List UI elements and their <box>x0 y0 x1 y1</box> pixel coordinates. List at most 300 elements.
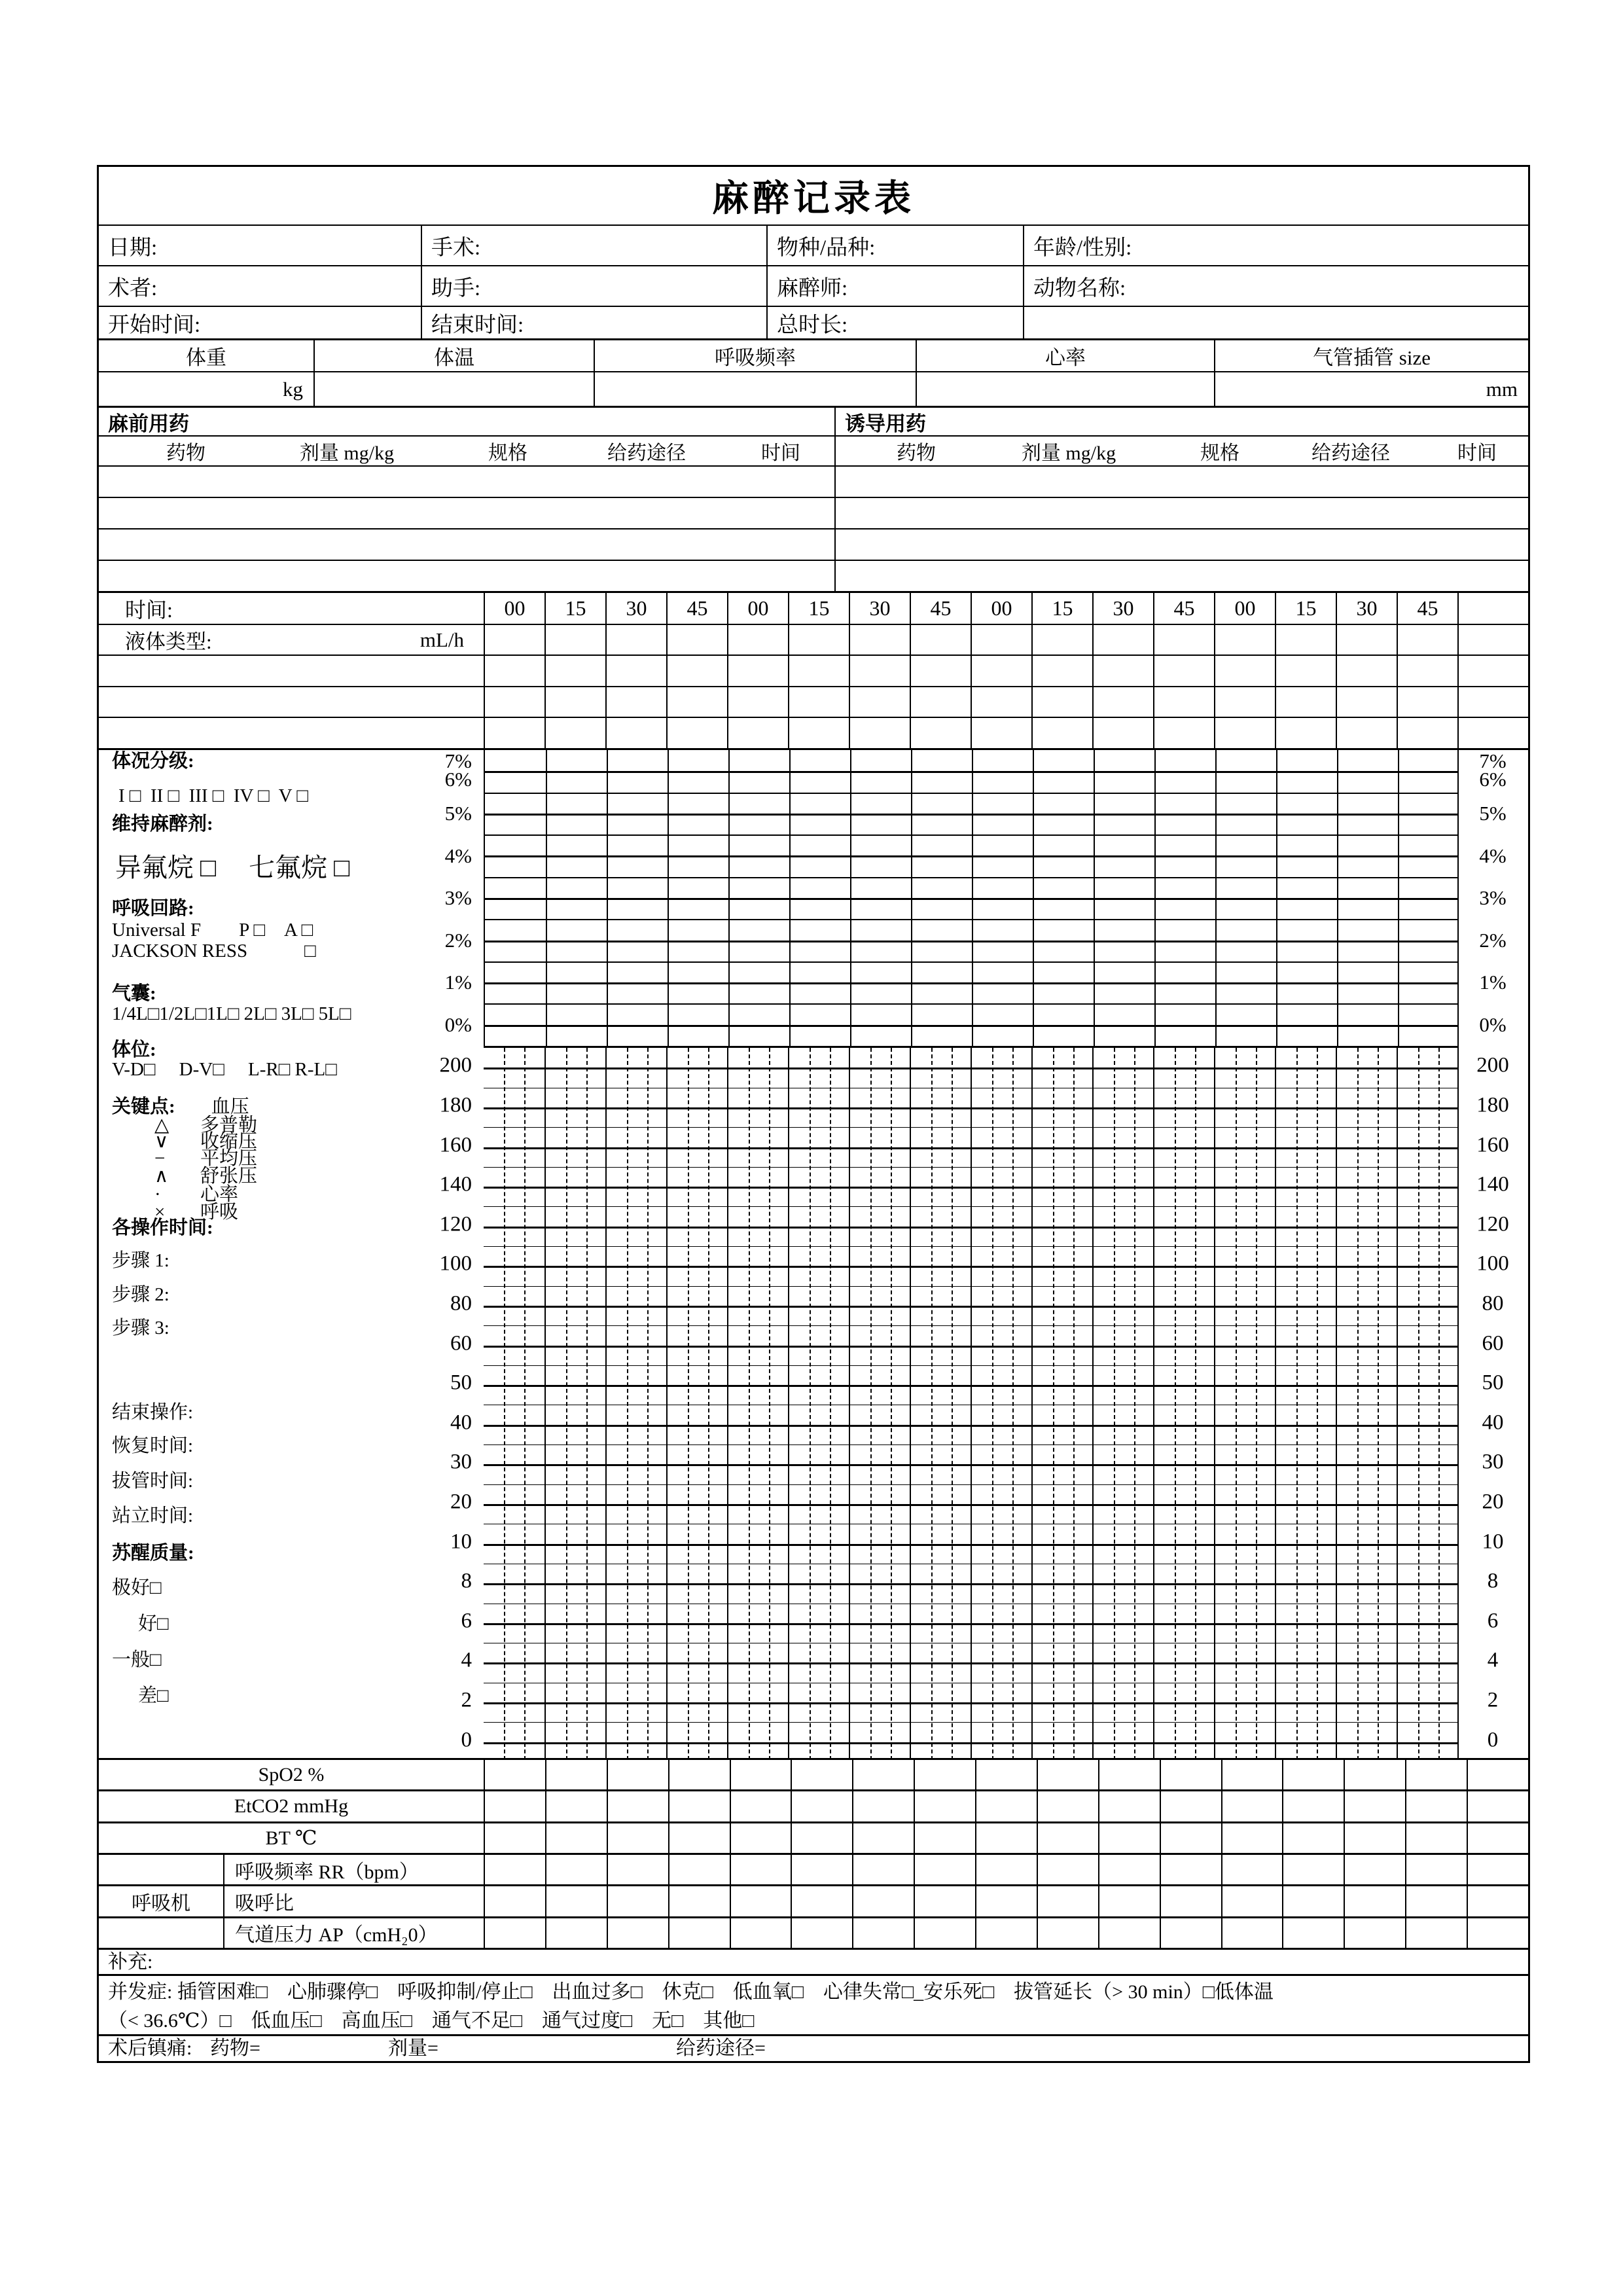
monitoring-cell[interactable] <box>914 1886 975 1916</box>
time-slot-cell[interactable] <box>1397 593 1457 624</box>
monitoring-cell[interactable] <box>1467 1855 1528 1884</box>
monitoring-cell[interactable] <box>1098 1791 1160 1821</box>
checkbox[interactable]: □ <box>701 1981 713 2003</box>
monitoring-cell[interactable] <box>607 1823 668 1853</box>
fluid-cell[interactable] <box>605 625 666 655</box>
time-slot-cell[interactable] <box>1214 593 1275 624</box>
fluid-cell[interactable] <box>1092 687 1153 717</box>
monitoring-cell[interactable] <box>975 1760 1037 1789</box>
fluid-cell[interactable] <box>788 718 849 748</box>
fluid-cell[interactable] <box>1336 625 1397 655</box>
monitoring-cell[interactable] <box>607 1855 668 1884</box>
monitoring-cell[interactable] <box>852 1760 914 1789</box>
med-entry-right[interactable] <box>834 561 1528 591</box>
info-cell[interactable] <box>99 266 421 306</box>
monitoring-cell[interactable] <box>975 1918 1037 1948</box>
monitoring-cell[interactable] <box>1098 1823 1160 1853</box>
op-time-field[interactable]: 步骤 1: <box>112 1250 169 1271</box>
value-scale-label-right: 100 <box>1476 1251 1509 1276</box>
fluid-cell[interactable] <box>1275 718 1336 748</box>
recovery-option-text: 极好 <box>112 1577 151 1598</box>
checkbox[interactable]: □ <box>334 853 350 882</box>
monitoring-cell[interactable] <box>1098 1855 1160 1884</box>
checkbox[interactable]: □ <box>310 2010 322 2032</box>
monitoring-cell[interactable] <box>545 1918 607 1948</box>
time-slot-cell[interactable] <box>1092 593 1153 624</box>
fluid-cell[interactable] <box>484 718 544 748</box>
analgesia-dose-field[interactable]: 剂量= <box>388 2037 438 2059</box>
fluid-cell[interactable] <box>1457 687 1528 717</box>
fluid-cell[interactable] <box>1275 687 1336 717</box>
fluid-cell[interactable] <box>971 656 1031 686</box>
fluid-cell[interactable] <box>1275 625 1336 655</box>
complications-line2-text: （< 36.6℃） <box>108 2010 220 2032</box>
time-slot-cell[interactable] <box>1031 593 1092 624</box>
fluid-cell[interactable] <box>1336 718 1397 748</box>
percent-gridline <box>485 961 1457 963</box>
monitoring-cell[interactable] <box>791 1760 852 1789</box>
time-slot-cell[interactable] <box>910 593 971 624</box>
fluid-cell[interactable] <box>605 656 666 686</box>
op-time-field[interactable]: 拔管时间: <box>112 1471 194 1492</box>
fluid-cell[interactable] <box>910 687 971 717</box>
monitoring-cell[interactable] <box>975 1886 1037 1916</box>
checkbox[interactable]: □ <box>219 2010 232 2032</box>
info-cell[interactable] <box>1023 266 1528 306</box>
fluid-cell[interactable] <box>544 625 605 655</box>
checkbox[interactable]: □ <box>157 1613 169 1634</box>
fluid-extra-label-cell[interactable] <box>99 718 484 748</box>
monitoring-cell[interactable] <box>975 1823 1037 1853</box>
monitoring-cell[interactable] <box>1282 1823 1344 1853</box>
monitoring-cell[interactable] <box>1160 1823 1221 1853</box>
monitoring-cell[interactable] <box>975 1855 1037 1884</box>
checkbox[interactable]: □ <box>213 1059 224 1080</box>
maintenance-agents <box>115 852 349 884</box>
monitoring-cell[interactable] <box>1221 1886 1283 1916</box>
monitoring-cell[interactable] <box>1405 1823 1467 1853</box>
supplement-label[interactable]: 补充: <box>108 1950 153 1973</box>
checkbox[interactable]: □ <box>1202 1981 1215 2003</box>
bag-sizes-text: 1L <box>206 1003 228 1024</box>
monitoring-cell[interactable] <box>1221 1791 1283 1821</box>
med-entry-left[interactable] <box>99 529 834 560</box>
fluid-cell[interactable] <box>971 687 1031 717</box>
time-slot-cell[interactable] <box>1153 593 1214 624</box>
monitoring-cell[interactable] <box>914 1823 975 1853</box>
fluid-cell[interactable] <box>849 687 910 717</box>
fluid-extra-label-cell[interactable] <box>99 656 484 686</box>
checkbox[interactable]: □ <box>227 1003 240 1024</box>
monitoring-cell[interactable] <box>545 1791 607 1821</box>
value-grid-subline <box>1438 1048 1440 1760</box>
checkbox[interactable]: □ <box>304 941 316 961</box>
monitoring-cell[interactable] <box>1221 1918 1283 1948</box>
analgesia-route-field[interactable]: 给药途径= <box>676 2037 766 2059</box>
fluid-cell[interactable] <box>605 718 666 748</box>
monitoring-cell[interactable] <box>1160 1855 1221 1884</box>
monitoring-cell[interactable] <box>1098 1886 1160 1916</box>
vitals-value-cell[interactable] <box>1214 372 1528 406</box>
fluid-cell[interactable] <box>849 656 910 686</box>
checkbox[interactable]: □ <box>901 1981 914 2003</box>
checkbox[interactable]: □ <box>630 1981 643 2003</box>
monitoring-cell[interactable] <box>668 1855 730 1884</box>
monitoring-cell[interactable] <box>484 1855 545 1884</box>
monitoring-cell[interactable] <box>1467 1760 1528 1789</box>
monitoring-cell[interactable] <box>1037 1791 1098 1821</box>
monitoring-cell[interactable] <box>1344 1791 1405 1821</box>
monitoring-cell[interactable] <box>545 1855 607 1884</box>
fluid-cell[interactable] <box>849 625 910 655</box>
time-slot-cell[interactable] <box>788 593 849 624</box>
fluid-cell[interactable] <box>1214 687 1275 717</box>
checkbox[interactable]: □ <box>325 1059 337 1080</box>
checkbox[interactable]: □ <box>520 1981 533 2003</box>
fluid-extra-label-cell[interactable] <box>99 687 484 717</box>
monitoring-cell[interactable] <box>730 1886 791 1916</box>
fluid-cell[interactable] <box>1336 656 1397 686</box>
fluid-cell[interactable] <box>788 656 849 686</box>
info-cell[interactable] <box>421 307 766 338</box>
checkbox[interactable]: □ <box>150 1577 162 1598</box>
monitoring-cell[interactable] <box>668 1918 730 1948</box>
fluid-cell[interactable] <box>1457 656 1528 686</box>
op-time-field[interactable]: 步骤 3: <box>112 1318 169 1338</box>
monitoring-cell[interactable] <box>1221 1855 1283 1884</box>
monitoring-cell[interactable] <box>1282 1855 1344 1884</box>
monitoring-cell[interactable] <box>914 1760 975 1789</box>
monitoring-cell[interactable] <box>484 1918 545 1948</box>
monitoring-cell[interactable] <box>1344 1886 1405 1916</box>
med-entry-right[interactable] <box>834 529 1528 560</box>
value-grid-subline <box>504 1048 505 1760</box>
monitoring-cell[interactable] <box>1467 1886 1528 1916</box>
percent-grid[interactable] <box>484 750 1457 1046</box>
monitoring-cell[interactable] <box>1037 1918 1098 1948</box>
monitoring-cell[interactable] <box>1405 1886 1467 1916</box>
checkbox[interactable]: □ <box>157 1685 169 1706</box>
fluid-cell[interactable] <box>910 718 971 748</box>
monitoring-cell[interactable] <box>1160 1791 1221 1821</box>
fluid-cell[interactable] <box>605 687 666 717</box>
ventilator-sub-label-cell <box>223 1918 484 1948</box>
fluid-cell[interactable] <box>1031 625 1092 655</box>
fluid-cell[interactable] <box>1397 656 1457 686</box>
fluid-cell[interactable] <box>1031 656 1092 686</box>
monitoring-cell[interactable] <box>484 1760 545 1789</box>
fluid-cell[interactable] <box>1031 687 1092 717</box>
fluid-cell[interactable] <box>544 656 605 686</box>
time-slot-cell[interactable] <box>484 593 544 624</box>
monitoring-cell[interactable] <box>730 1918 791 1948</box>
monitoring-cell[interactable] <box>607 1760 668 1789</box>
checkbox[interactable]: □ <box>400 2010 412 2032</box>
monitoring-cell[interactable] <box>484 1823 545 1853</box>
value-scale-label-right: 140 <box>1476 1172 1509 1196</box>
value-grid-column <box>727 1048 788 1760</box>
checkbox[interactable]: □ <box>253 920 265 941</box>
checkbox[interactable]: □ <box>258 785 270 806</box>
time-slot: 30 <box>1356 596 1378 620</box>
checkbox[interactable]: □ <box>365 1981 378 2003</box>
checkbox[interactable]: □ <box>147 1003 160 1024</box>
monitoring-cell[interactable] <box>1221 1760 1283 1789</box>
info-label: 物种/品种: <box>777 236 876 260</box>
time-slot-cell[interactable] <box>1275 593 1336 624</box>
op-time-field[interactable]: 恢复时间: <box>112 1435 194 1456</box>
monitoring-cell[interactable] <box>1405 1918 1467 1948</box>
info-cell[interactable] <box>1023 226 1528 265</box>
monitoring-cell[interactable] <box>1282 1791 1344 1821</box>
info-cell[interactable] <box>766 226 1023 265</box>
value-grid[interactable] <box>484 1046 1457 1760</box>
fluid-cell[interactable] <box>666 656 727 686</box>
fluid-cell[interactable] <box>666 718 727 748</box>
time-slot-cell[interactable] <box>605 593 666 624</box>
monitoring-cell[interactable] <box>1405 1791 1467 1821</box>
checkbox[interactable]: □ <box>278 1059 291 1080</box>
fluid-cell[interactable] <box>1031 718 1092 748</box>
checkbox[interactable]: □ <box>982 1981 995 2003</box>
checkbox[interactable]: □ <box>742 2010 755 2032</box>
monitoring-cell[interactable] <box>484 1791 545 1821</box>
vitals-header-label: 呼吸频率 <box>715 346 796 369</box>
checkbox[interactable]: □ <box>129 785 141 806</box>
fluid-cell[interactable] <box>1214 656 1275 686</box>
fluid-cell[interactable] <box>544 687 605 717</box>
checkbox[interactable]: □ <box>301 920 313 941</box>
monitoring-cell[interactable] <box>1405 1760 1467 1789</box>
monitoring-cell[interactable] <box>545 1823 607 1853</box>
monitoring-cell[interactable] <box>730 1791 791 1821</box>
fluid-cell[interactable] <box>1214 625 1275 655</box>
monitoring-cell[interactable] <box>1282 1760 1344 1789</box>
checkbox[interactable]: □ <box>150 1649 162 1670</box>
monitoring-cell[interactable] <box>1344 1855 1405 1884</box>
monitoring-cell[interactable] <box>1282 1918 1344 1948</box>
fluid-cell[interactable] <box>484 625 544 655</box>
info-cell[interactable] <box>766 307 1023 338</box>
fluid-cell[interactable] <box>910 625 971 655</box>
checkbox[interactable]: □ <box>168 785 180 806</box>
monitoring-cell[interactable] <box>1467 1823 1528 1853</box>
checkbox[interactable]: □ <box>195 1003 207 1024</box>
fluid-cell[interactable] <box>971 625 1031 655</box>
monitoring-cell[interactable] <box>791 1886 852 1916</box>
monitoring-cell[interactable] <box>975 1791 1037 1821</box>
value-scale-label-right: 180 <box>1476 1093 1509 1117</box>
fluid-cell[interactable] <box>1092 625 1153 655</box>
monitoring-cell[interactable] <box>1344 1918 1405 1948</box>
monitoring-cell[interactable] <box>852 1823 914 1853</box>
value-grid-column <box>1092 1048 1153 1760</box>
monitoring-cell[interactable] <box>852 1886 914 1916</box>
monitoring-cell[interactable] <box>668 1886 730 1916</box>
monitoring-cell[interactable] <box>730 1855 791 1884</box>
fluid-unit: mL/h <box>419 628 464 651</box>
info-cell[interactable] <box>99 226 421 265</box>
monitoring-cell[interactable] <box>1282 1886 1344 1916</box>
monitoring-cell[interactable] <box>607 1791 668 1821</box>
time-slot-cell[interactable] <box>727 593 788 624</box>
monitoring-cell[interactable] <box>1037 1823 1098 1853</box>
time-slot-cell[interactable] <box>666 593 727 624</box>
monitoring-cell[interactable] <box>791 1918 852 1948</box>
med-right-title: 诱导用药 <box>845 412 926 435</box>
fluid-cell[interactable] <box>1397 625 1457 655</box>
analgesia-drug-field[interactable]: 药物= <box>210 2037 260 2059</box>
checkbox[interactable]: □ <box>339 1003 351 1024</box>
monitoring-cell[interactable] <box>852 1791 914 1821</box>
monitoring-cell[interactable] <box>1160 1918 1221 1948</box>
med-entry-left[interactable] <box>99 561 834 591</box>
fluid-cell[interactable] <box>1457 625 1528 655</box>
monitoring-cell[interactable] <box>1037 1855 1098 1884</box>
fluid-cell[interactable] <box>1214 718 1275 748</box>
monitoring-cell[interactable] <box>668 1791 730 1821</box>
vitals-value-cell[interactable] <box>99 372 313 406</box>
fluid-cell[interactable] <box>484 687 544 717</box>
med-entry-left[interactable] <box>99 498 834 528</box>
fluid-cell[interactable] <box>1092 656 1153 686</box>
monitoring-cell[interactable] <box>1037 1760 1098 1789</box>
monitoring-cell[interactable] <box>1037 1886 1098 1916</box>
monitoring-cell[interactable] <box>668 1823 730 1853</box>
monitoring-cell[interactable] <box>668 1760 730 1789</box>
fluid-cell[interactable] <box>1153 625 1214 655</box>
fluid-cell[interactable] <box>727 718 788 748</box>
checkbox[interactable]: □ <box>791 1981 804 2003</box>
fluid-cell[interactable] <box>1153 656 1214 686</box>
monitoring-cell[interactable] <box>1221 1823 1283 1853</box>
monitoring-cell[interactable] <box>791 1791 852 1821</box>
complications-line1-text: 心肺骤停 <box>267 1981 366 2003</box>
monitoring-cell[interactable] <box>607 1886 668 1916</box>
fluid-cell[interactable] <box>727 625 788 655</box>
fluid-cell[interactable] <box>666 625 727 655</box>
monitoring-cell[interactable] <box>1405 1855 1467 1884</box>
value-grid-column <box>1275 1048 1336 1760</box>
fluid-cell[interactable] <box>727 687 788 717</box>
fluid-cell[interactable] <box>544 718 605 748</box>
value-grid-column <box>910 1048 971 1760</box>
fluid-cell[interactable] <box>1336 687 1397 717</box>
info-row <box>99 265 1528 306</box>
fluid-cell[interactable] <box>971 718 1031 748</box>
med-entry-right[interactable] <box>834 467 1528 497</box>
monitoring-cell[interactable] <box>791 1823 852 1853</box>
fluid-cell[interactable] <box>727 656 788 686</box>
info-cell[interactable] <box>766 266 1023 306</box>
time-slot-cell[interactable] <box>971 593 1031 624</box>
value-scale-label-right: 120 <box>1476 1212 1509 1236</box>
monitoring-cell[interactable] <box>852 1855 914 1884</box>
monitoring-cell[interactable] <box>914 1855 975 1884</box>
checkbox[interactable]: □ <box>212 785 224 806</box>
info-cell[interactable] <box>421 266 766 306</box>
checkbox[interactable]: □ <box>296 785 308 806</box>
vitals-value-cell[interactable] <box>313 372 594 406</box>
time-slot-cell[interactable] <box>544 593 605 624</box>
fluid-cell[interactable] <box>788 687 849 717</box>
monitoring-cell[interactable] <box>914 1791 975 1821</box>
op-time-field[interactable]: 结束操作: <box>112 1402 194 1423</box>
fluid-cell[interactable] <box>1092 718 1153 748</box>
info-cell[interactable] <box>421 226 766 265</box>
fluid-cell[interactable] <box>849 718 910 748</box>
monitoring-cell[interactable] <box>545 1760 607 1789</box>
value-scale-label-left: 120 <box>439 1212 472 1236</box>
monitoring-cell[interactable] <box>1160 1760 1221 1789</box>
fluid-cell[interactable] <box>666 687 727 717</box>
monitoring-cell[interactable] <box>607 1918 668 1948</box>
med-entry-left[interactable] <box>99 467 834 497</box>
monitoring-cell[interactable] <box>1160 1886 1221 1916</box>
complications-line1 <box>108 1980 1274 2005</box>
checkbox[interactable]: □ <box>302 1003 314 1024</box>
time-slot-cell[interactable] <box>849 593 910 624</box>
fluid-cell[interactable] <box>788 625 849 655</box>
fluid-cell[interactable] <box>1153 687 1214 717</box>
fluid-cell[interactable] <box>1275 656 1336 686</box>
monitoring-cell[interactable] <box>1098 1918 1160 1948</box>
complications-line1-text: 低体温 <box>1214 1981 1274 2003</box>
time-extra-cell[interactable] <box>1457 593 1528 624</box>
checkbox[interactable]: □ <box>510 2010 522 2032</box>
percent-grid-column-line <box>1215 750 1217 1046</box>
med-entry-right[interactable] <box>834 498 1528 528</box>
vitals-value-cell[interactable] <box>916 372 1214 406</box>
vitals-value-cell[interactable] <box>594 372 916 406</box>
fluid-cell[interactable] <box>1153 718 1214 748</box>
time-slot-cell[interactable] <box>1336 593 1397 624</box>
position-options-text: R-L <box>290 1059 326 1080</box>
med-right-title-cell <box>834 408 1528 435</box>
op-time-field[interactable]: 步骤 2: <box>112 1284 169 1305</box>
value-scale-label-left: 2 <box>461 1688 472 1712</box>
checkbox[interactable]: □ <box>671 2010 684 2032</box>
checkbox[interactable]: □ <box>143 1059 156 1080</box>
info-cell[interactable] <box>1023 307 1528 338</box>
monitoring-cell[interactable] <box>545 1886 607 1916</box>
info-cell[interactable] <box>99 307 421 338</box>
checkbox[interactable]: □ <box>200 853 217 882</box>
monitoring-cell[interactable] <box>730 1823 791 1853</box>
fluid-cell[interactable] <box>1457 718 1528 748</box>
fluid-cell[interactable] <box>1397 718 1457 748</box>
fluid-cell[interactable] <box>910 656 971 686</box>
checkbox[interactable]: □ <box>264 1003 277 1024</box>
monitoring-cell[interactable] <box>730 1760 791 1789</box>
complications-line2-text: 其他 <box>683 2010 743 2032</box>
fluid-cell[interactable] <box>1397 687 1457 717</box>
monitoring-cell[interactable] <box>1467 1918 1528 1948</box>
op-time-field[interactable]: 站立时间: <box>112 1505 194 1526</box>
checkbox[interactable]: □ <box>255 1981 268 2003</box>
checkbox[interactable]: □ <box>620 2010 633 2032</box>
circuit-universal <box>112 919 313 941</box>
monitoring-cell[interactable] <box>914 1918 975 1948</box>
monitoring-cell[interactable] <box>1344 1823 1405 1853</box>
monitoring-cell[interactable] <box>1098 1760 1160 1789</box>
fluid-cell[interactable] <box>484 656 544 686</box>
monitoring-cell[interactable] <box>484 1886 545 1916</box>
monitoring-cell[interactable] <box>1467 1791 1528 1821</box>
monitoring-cell[interactable] <box>791 1855 852 1884</box>
monitoring-cell[interactable] <box>1344 1760 1405 1789</box>
monitoring-cell[interactable] <box>852 1918 914 1948</box>
